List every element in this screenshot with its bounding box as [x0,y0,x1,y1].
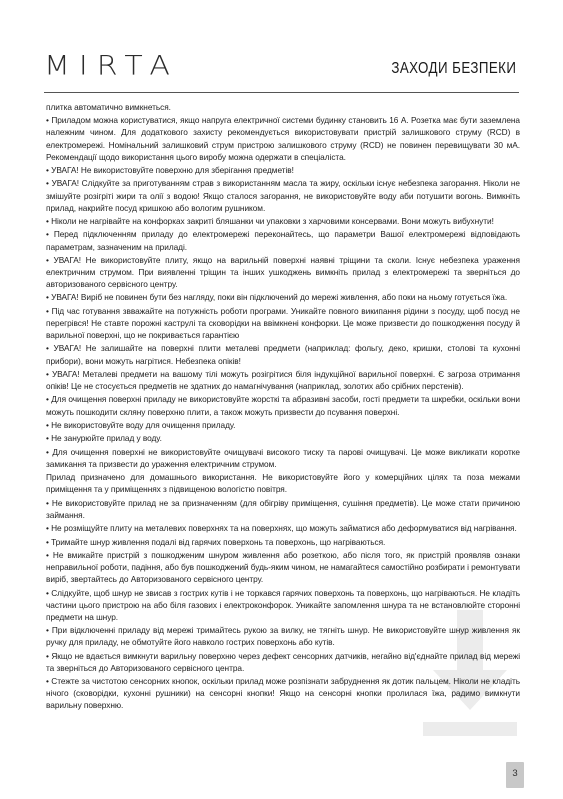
paragraph: • УВАГА! Виріб не повинен бути без нагляду, поки він підключений до мережі живлення, або поки на ньому готується їжа. [46,292,508,303]
page-number: 3 [512,768,518,779]
brand-logo: MIRTA [44,50,179,82]
paragraph: • Стежте за чистотою сенсорних кнопок, оскільки прилад може розпізнати забруднення як дотик пальцем. Ніколи не кладіть нічого (сковорідки, кухонні рушники) на сенсорні кнопки! Якщо на сенсорні кнопки пролилася їжа, радимо вимкнути варильну поверхню. [46,676,520,711]
paragraph: • Під час готування звважайте на потужність роботи програми. Уникайте повного википання рідини з посуду, щоб посуд не перегрівся! Не ставте порожні каструлі та сковорідки на ввімкнені конфорки. Це може призвести до пошкодження посуду й варильної поверхні, що не покривається гарантією [46,305,520,341]
paragraph: • УВАГА! Не залишайте на поверхні плити металеві предмети (наприклад: фольгу, деко, кришки, столові та кухонні прибори), вони можуть нагрітися. Небезпека опіків! [46,343,520,366]
paragraph: • Не використовуйте воду для очищення приладу. [46,419,236,430]
paragraph: • УВАГА! Слідкуйте за приготуванням страв з використанням масла та жиру, оскільки існує небезпека загорання. Ніколи не змішуйте розігріті жири та олії з водою! Якщо сталося загорання, не використовуйте воду аби потушити вогонь. Вимкніть прилад, накрийте посуд кришкою або вологим рушником. [46,178,520,213]
paragraph: • УВАГА! Не використовуйте поверхню для зберігання предметів! [46,165,294,176]
paragraph: • Тримайте шнур живлення подалі від гарячих поверхонь та поверхонь, що нагріваються. [46,536,386,547]
paragraph: • Не вмикайте пристрій з пошкодженим шнуром живлення або розеткою, або після того, як пристрій проявляв ознаки неправильної роботи, падіння, або був пошкоджений будь-яким чином, не намагайтеся самостійно розбирати і ремонтувати виріб, звертайтесь до Авторизованого сервісного центру. [46,549,520,585]
header-divider [44,92,519,93]
paragraph: • Слідкуйте, щоб шнур не звисав з гострих кутів і не торкався гарячих поверхонь та поверхонь, що нагріваються. Не кладіть частини цього пристрою на або біля газових і електроконфорок. Уникайте запомлення шнура та не встановлюйте сторонні предмети на шнур. [46,587,520,622]
paragraph: • Не занурюйте прилад у воду. [46,433,162,444]
paragraph: • Ніколи не нагрівайте на конфорках закриті бляшанки чи упаковки з харчовими консервами. Вони можуть вибухнути! [46,216,494,227]
safety-text [46,101,520,713]
paragraph: • Приладом можна користуватися, якщо напруга електричної системи будинку становить 16 А. Розетка має бути заземлена належним чином. Для додаткового захисту рекомендується використовувати пристрій залишкового струму (RCD) в електромережі. Номінальний залишковий струм пристрою залишкового струму (RCD) не повинен перевищувати 30 мА. Рекомендації щодо використання цього виробу можна одержати в спеціаліста. [46,115,520,162]
paragraph: • Для очищення поверхні приладу не використовуйте жорсткі та абразивні засоби, гості предмети та шкребки, оскільки вони можуть пошкодити скляну поверхню плити, а також можуть призвести до псування поверхні. [46,394,520,417]
paragraph: • УВАГА! Металеві предмети на вашому тілі можуть розігрітися біля індукційної варильної поверхні. Є загроза отримання опіків! Це не стосується предметів не здатних до намагнічування (наприклад, золотих або срібних перстенів). [46,368,520,392]
paragraph: • Якщо не вдається вимкнути варильну поверхню через дефект сенсорних датчиків, негайно від'єднайте прилад від мережі та зверніться до Авторизованого сервісного центра. [46,650,520,673]
paragraph: • УВАГА! Не використовуйте плиту, якщо на варильній поверхні наявні тріщини та сколи. Існує небезпека ураження електричним струмом. При виявленні тріщин та інших ушкоджень вимкніть прилад з електромережі та зверніться до авторизованого сервісного центру. [46,254,520,290]
paragraph: • Перед підключенням приладу до електромережі переконайтесь, що параметри Вашої електромережі відповідають параметрам, зазначеним на приладі. [46,229,520,252]
paragraph: Прилад призначено для домашнього використання. Не використовуйте його у комерційних цілях та поза межами приміщення та у приміщеннях з підвищеною вологістю повітря. [46,472,520,495]
page-number-tab [506,762,524,788]
paragraph: • При відключенні приладу від мережі тримайтесь рукою за вилку, не тягніть шнур. Не використовуйте шнур живлення як ручку для приладу, не обмотуйте його навколо гострих поверхонь або кутів. [46,625,520,648]
paragraph: • Не розміщуйте плиту на металевих поверхнях та на поверхнях, що можуть займатися або деформуватися від нагрівання. [46,523,517,534]
section-title: ЗАХОДИ БЕЗПЕКИ [390,60,516,77]
paragraph: • Для очищення поверхні не використовуйте очищувачі високого тиску та парові очищувачі. Це може викликати коротке замикання та призвести до ураження електричним струмом. [46,446,520,469]
paragraph: плитка автоматично вимкнеться. [46,102,171,112]
paragraph: • Не використовуйте прилад не за призначенням (для обігріву приміщення, сушіння предметів). Це може стати причиною займання. [46,497,520,520]
